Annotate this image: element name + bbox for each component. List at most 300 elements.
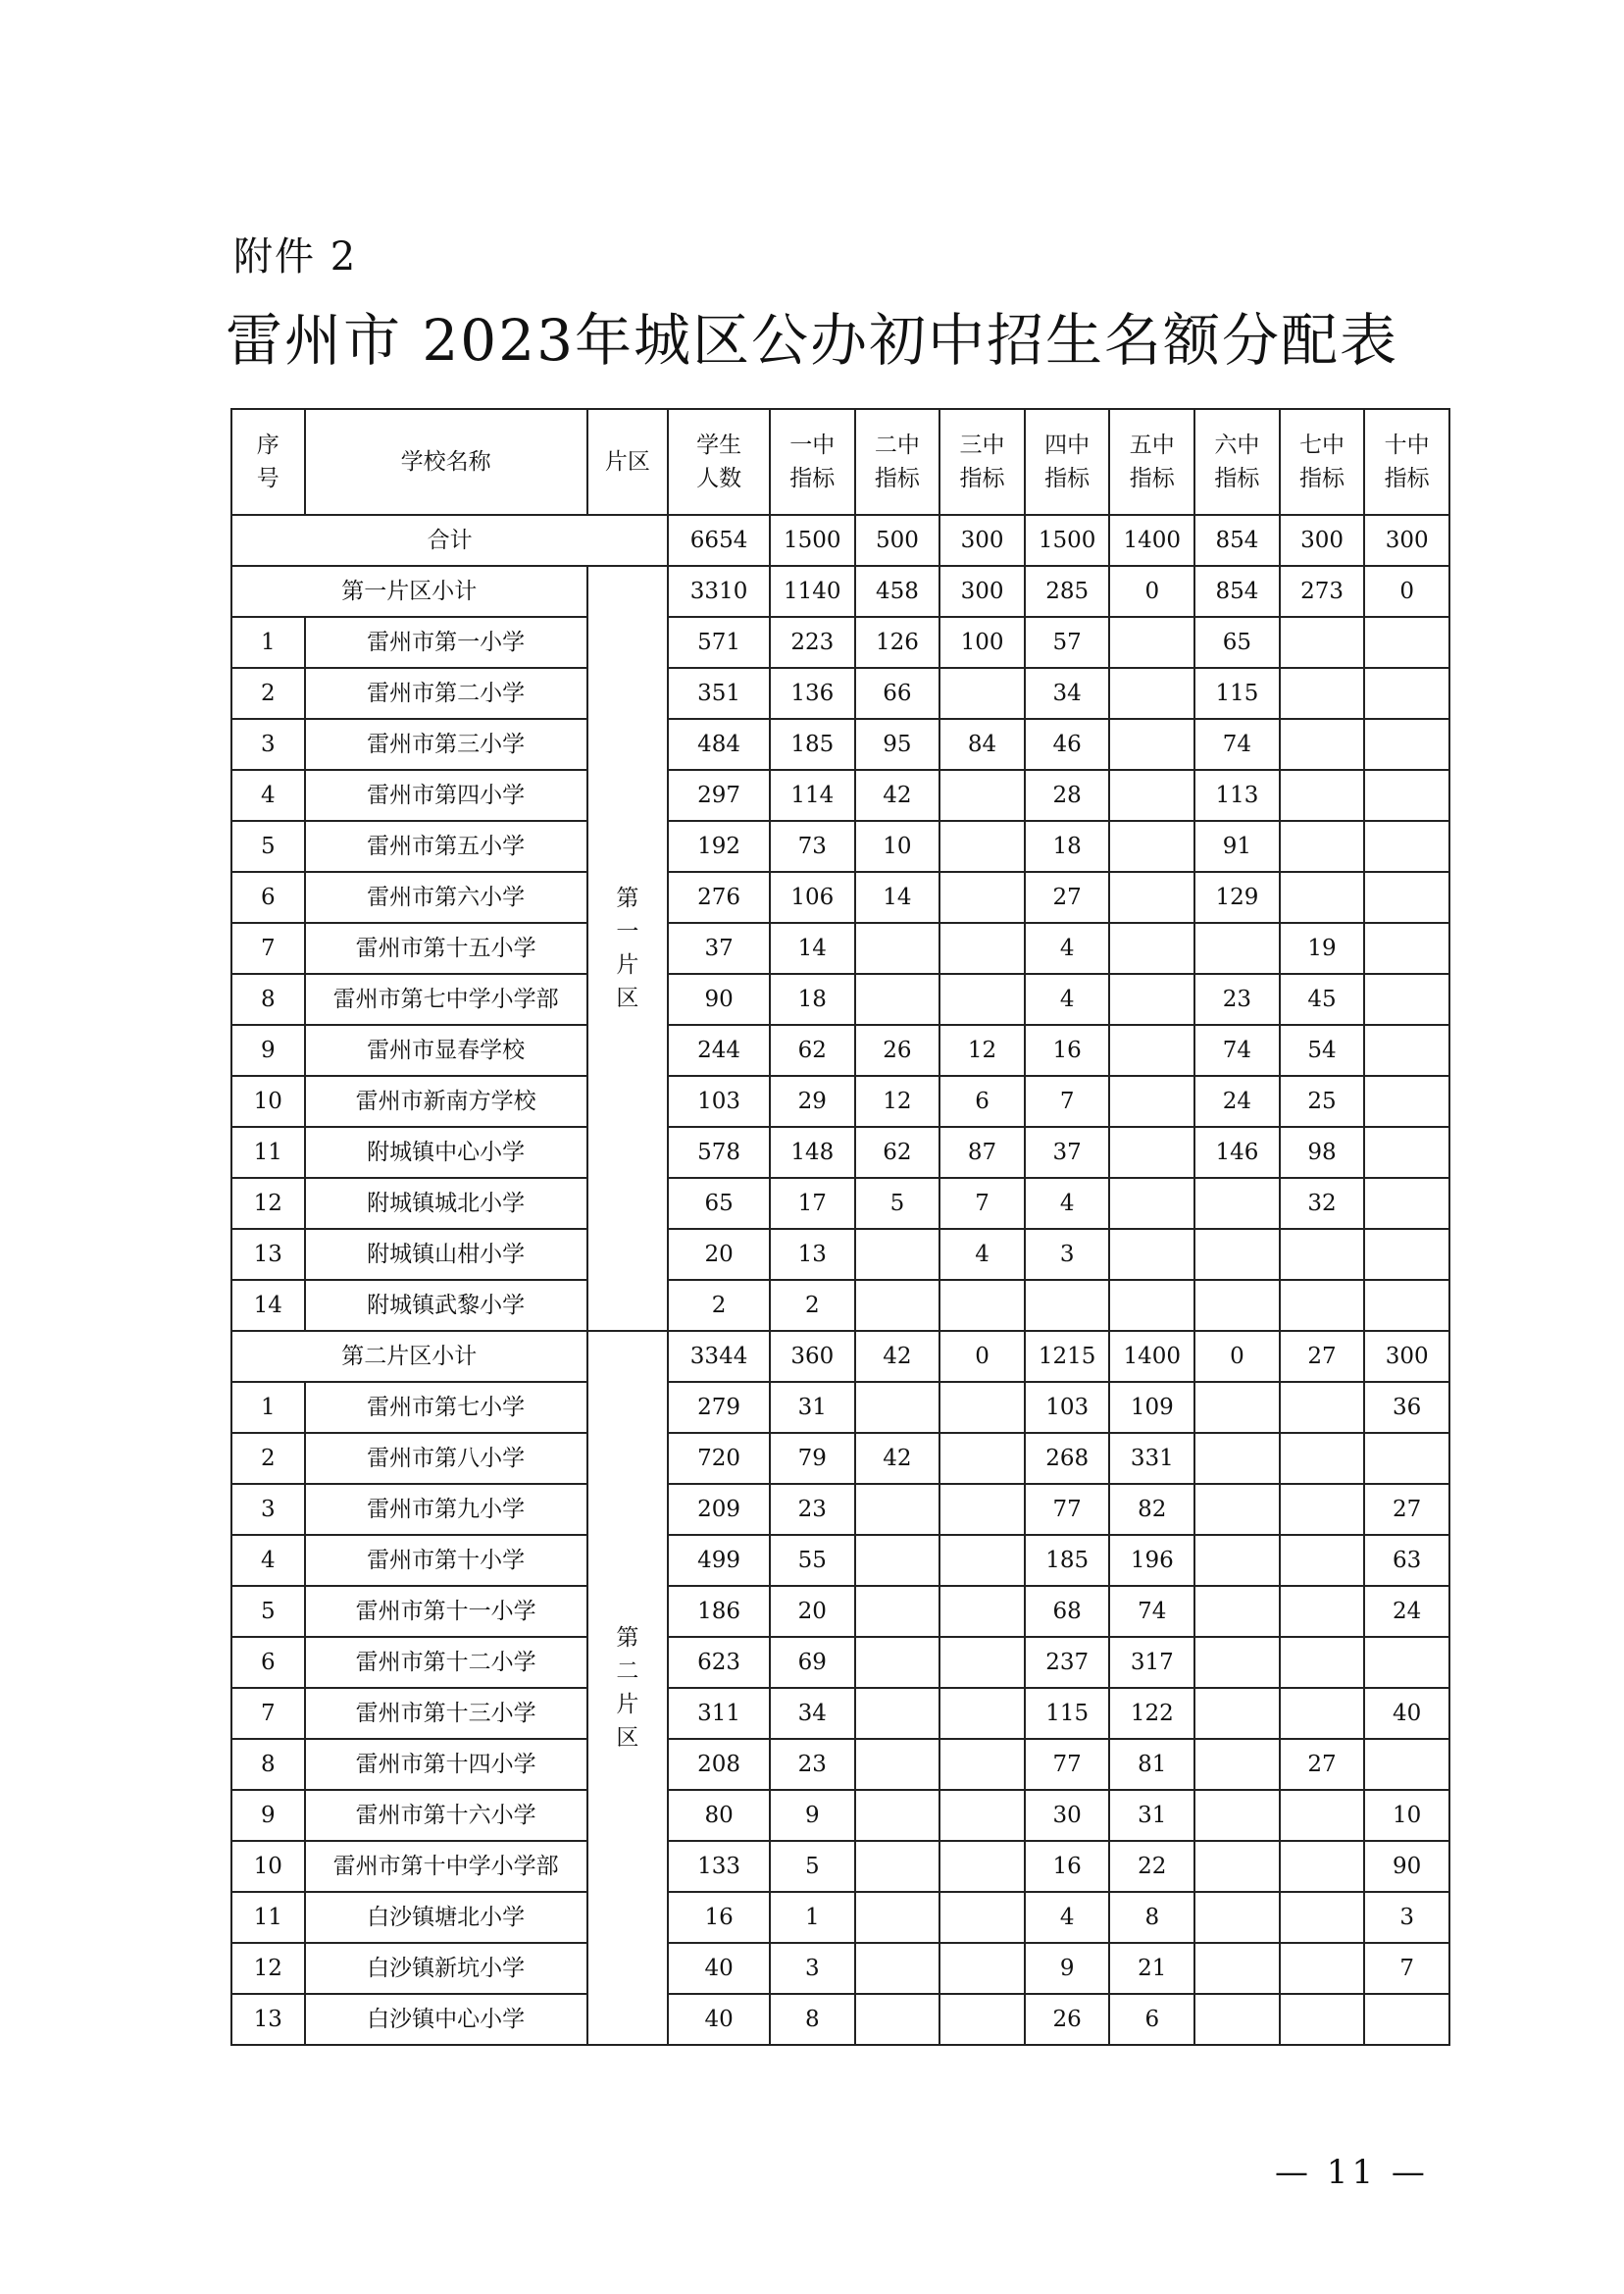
row-quota [855, 923, 940, 974]
row-quota [1109, 872, 1194, 923]
row-quota: 146 [1194, 1127, 1280, 1178]
row-quota [939, 974, 1025, 1025]
table-row [231, 1382, 1449, 1433]
row-quota: 185 [1025, 1535, 1110, 1586]
row-quota [1194, 1739, 1280, 1790]
row-quota: 7 [1364, 1943, 1449, 1994]
row-school-name: 雷州市第八小学 [305, 1433, 587, 1484]
header-seq-char: 号 [256, 466, 279, 491]
row-quota [939, 1739, 1025, 1790]
row-quota [855, 974, 940, 1025]
table-row [231, 1229, 1449, 1280]
row-school-name: 雷州市第六小学 [305, 872, 587, 923]
row-quota: 12 [855, 1076, 940, 1127]
row-quota [1364, 617, 1449, 668]
zone-label-char: 区 [616, 986, 639, 1011]
row-quota: 122 [1109, 1688, 1194, 1739]
row-quota: 90 [1364, 1841, 1449, 1892]
row-school-name: 雷州市第九小学 [305, 1484, 587, 1535]
row-seq: 11 [231, 1127, 305, 1178]
table-row [231, 821, 1449, 872]
row-seq: 8 [231, 1739, 305, 1790]
header-quota-line: 指标 [789, 466, 836, 491]
row-quota [1194, 923, 1280, 974]
row-quota: 148 [770, 1127, 855, 1178]
row-quota: 81 [1109, 1739, 1194, 1790]
header-quota-line: 二中 [874, 433, 920, 458]
row-quota [1280, 668, 1365, 719]
row-quota [1280, 719, 1365, 770]
row-quota: 26 [855, 1025, 940, 1076]
table-row [231, 1025, 1449, 1076]
row-quota [1364, 719, 1449, 770]
row-quota: 28 [1025, 770, 1110, 821]
table-row [231, 668, 1449, 719]
row-quota: 34 [1025, 668, 1110, 719]
row-quota [1364, 1025, 1449, 1076]
row-students: 209 [668, 1484, 770, 1535]
row-quota [1109, 1280, 1194, 1331]
table-row [231, 923, 1449, 974]
row-quota [1194, 1892, 1280, 1943]
row-quota: 23 [770, 1484, 855, 1535]
row-quota: 62 [770, 1025, 855, 1076]
row-school-name: 雷州市第七小学 [305, 1382, 587, 1433]
row-seq: 6 [231, 872, 305, 923]
row-quota: 136 [770, 668, 855, 719]
row-quota: 2 [770, 1280, 855, 1331]
row-quota: 57 [1025, 617, 1110, 668]
header-students-line: 学生 [696, 433, 742, 458]
row-quota [1194, 1994, 1280, 2045]
row-school-name: 雷州市第三小学 [305, 719, 587, 770]
row-students: 186 [668, 1586, 770, 1637]
row-seq: 6 [231, 1637, 305, 1688]
row-quota [939, 1943, 1025, 1994]
row-school-name: 白沙镇中心小学 [305, 1994, 587, 2045]
header-students-line: 人数 [696, 466, 742, 491]
table-row [231, 1943, 1449, 1994]
header-quota-line: 指标 [959, 466, 1005, 491]
row-quota: 36 [1364, 1382, 1449, 1433]
row-students: 80 [668, 1790, 770, 1841]
row-quota [1280, 1841, 1365, 1892]
row-quota [1364, 668, 1449, 719]
total-quota: 300 [939, 515, 1025, 566]
row-quota: 9 [770, 1790, 855, 1841]
row-quota [1364, 1433, 1449, 1484]
row-quota: 8 [1109, 1892, 1194, 1943]
row-quota [1364, 974, 1449, 1025]
row-quota: 9 [1025, 1943, 1110, 1994]
row-quota: 14 [770, 923, 855, 974]
row-quota: 65 [1194, 617, 1280, 668]
header-quota [855, 409, 940, 515]
row-seq: 14 [231, 1280, 305, 1331]
row-quota [939, 1892, 1025, 1943]
row-quota: 55 [770, 1535, 855, 1586]
header-quota-line: 指标 [1214, 466, 1260, 491]
zone-label-char: 第 [616, 886, 639, 911]
row-quota: 74 [1109, 1586, 1194, 1637]
header-quota [1280, 409, 1365, 515]
page-number: — 11 — [1275, 2153, 1429, 2192]
row-students: 623 [668, 1637, 770, 1688]
row-school-name: 雷州市第二小学 [305, 668, 587, 719]
row-quota [855, 1994, 940, 2045]
row-quota [855, 1892, 940, 1943]
zone-label-char: 片 [616, 952, 639, 978]
subtotal-quota: 273 [1280, 566, 1365, 617]
subtotal-quota: 0 [939, 1331, 1025, 1382]
row-quota: 5 [770, 1841, 855, 1892]
subtotal-quota: 300 [939, 566, 1025, 617]
row-quota [1109, 1076, 1194, 1127]
row-students: 133 [668, 1841, 770, 1892]
row-quota [1280, 1790, 1365, 1841]
row-school-name: 雷州市第十六小学 [305, 1790, 587, 1841]
row-seq: 5 [231, 1586, 305, 1637]
row-seq: 4 [231, 770, 305, 821]
row-quota: 23 [770, 1739, 855, 1790]
subtotal-quota: 854 [1194, 566, 1280, 617]
row-quota [1194, 1586, 1280, 1637]
row-quota: 63 [1364, 1535, 1449, 1586]
row-students: 90 [668, 974, 770, 1025]
row-quota: 16 [1025, 1841, 1110, 1892]
header-students [668, 409, 770, 515]
row-quota: 42 [855, 1433, 940, 1484]
subtotal-quota: 42 [855, 1331, 940, 1382]
row-quota: 87 [939, 1127, 1025, 1178]
row-students: 192 [668, 821, 770, 872]
table-row [231, 1076, 1449, 1127]
table-row [231, 1994, 1449, 2045]
row-school-name: 雷州市第五小学 [305, 821, 587, 872]
header-quota-line: 指标 [1384, 466, 1430, 491]
row-quota: 77 [1025, 1484, 1110, 1535]
header-seq [231, 409, 305, 515]
row-school-name: 雷州市第十四小学 [305, 1739, 587, 1790]
row-quota [1280, 1637, 1365, 1688]
row-quota [1280, 1943, 1365, 1994]
row-quota: 13 [770, 1229, 855, 1280]
row-quota: 100 [939, 617, 1025, 668]
table-row [231, 1535, 1449, 1586]
subtotal-quota: 1400 [1109, 1331, 1194, 1382]
row-quota [939, 872, 1025, 923]
header-quota-line: 三中 [959, 433, 1005, 458]
row-quota [1109, 617, 1194, 668]
row-quota [1194, 1229, 1280, 1280]
row-quota [1194, 1433, 1280, 1484]
subtotal-students: 3310 [668, 566, 770, 617]
table-row [231, 974, 1449, 1025]
row-seq: 8 [231, 974, 305, 1025]
row-quota: 42 [855, 770, 940, 821]
row-school-name: 雷州市第十小学 [305, 1535, 587, 1586]
row-seq: 11 [231, 1892, 305, 1943]
header-quota-line: 指标 [1129, 466, 1175, 491]
row-seq: 3 [231, 719, 305, 770]
row-students: 16 [668, 1892, 770, 1943]
row-quota [855, 1280, 940, 1331]
row-quota [1280, 617, 1365, 668]
row-students: 578 [668, 1127, 770, 1178]
row-seq: 9 [231, 1025, 305, 1076]
row-quota: 4 [1025, 974, 1110, 1025]
row-quota [939, 770, 1025, 821]
header-quota-line: 五中 [1129, 433, 1175, 458]
row-quota [855, 1637, 940, 1688]
zone-label-char: 片 [616, 1692, 639, 1717]
row-quota [939, 923, 1025, 974]
row-quota [1109, 1127, 1194, 1178]
zone-label-cell [587, 566, 669, 1331]
row-quota [1194, 1841, 1280, 1892]
row-quota [1280, 1382, 1365, 1433]
row-quota: 68 [1025, 1586, 1110, 1637]
row-quota: 7 [1025, 1076, 1110, 1127]
row-quota [855, 1382, 940, 1433]
row-quota: 114 [770, 770, 855, 821]
row-quota: 69 [770, 1637, 855, 1688]
row-quota [1280, 1688, 1365, 1739]
zone-label-char: 一 [616, 919, 639, 944]
row-quota [1280, 1994, 1365, 2045]
row-quota [1364, 821, 1449, 872]
row-students: 351 [668, 668, 770, 719]
table-row [231, 1790, 1449, 1841]
total-quota: 500 [855, 515, 940, 566]
row-quota [1194, 1943, 1280, 1994]
total-row [231, 515, 1449, 566]
row-quota: 10 [1364, 1790, 1449, 1841]
header-quota-line: 四中 [1044, 433, 1091, 458]
row-quota [1109, 1025, 1194, 1076]
row-school-name: 雷州市显春学校 [305, 1025, 587, 1076]
row-quota: 26 [1025, 1994, 1110, 2045]
row-students: 20 [668, 1229, 770, 1280]
row-quota [939, 1535, 1025, 1586]
total-quota: 300 [1280, 515, 1365, 566]
row-quota [1194, 1688, 1280, 1739]
row-school-name: 附城镇城北小学 [305, 1178, 587, 1229]
row-students: 37 [668, 923, 770, 974]
row-students: 208 [668, 1739, 770, 1790]
row-students: 2 [668, 1280, 770, 1331]
row-school-name: 附城镇中心小学 [305, 1127, 587, 1178]
row-students: 311 [668, 1688, 770, 1739]
row-quota: 6 [1109, 1994, 1194, 2045]
row-seq: 12 [231, 1943, 305, 1994]
subtotal-quota: 1140 [770, 566, 855, 617]
total-students: 6654 [668, 515, 770, 566]
row-quota [1194, 1790, 1280, 1841]
header-quota [1025, 409, 1110, 515]
total-quota: 1400 [1109, 515, 1194, 566]
row-students: 571 [668, 617, 770, 668]
row-quota: 77 [1025, 1739, 1110, 1790]
row-quota [1280, 1484, 1365, 1535]
row-seq: 1 [231, 617, 305, 668]
row-school-name: 白沙镇塘北小学 [305, 1892, 587, 1943]
row-quota: 16 [1025, 1025, 1110, 1076]
row-seq: 13 [231, 1994, 305, 2045]
subtotal-quota: 1215 [1025, 1331, 1110, 1382]
row-students: 484 [668, 719, 770, 770]
row-school-name: 白沙镇新坑小学 [305, 1943, 587, 1994]
table-row [231, 719, 1449, 770]
table-row [231, 1178, 1449, 1229]
zone-label-char: 第 [616, 1625, 639, 1651]
table-row [231, 1127, 1449, 1178]
row-quota [1280, 1586, 1365, 1637]
header-row [231, 409, 1449, 515]
zone-label-cell [587, 1331, 669, 2045]
row-quota: 95 [855, 719, 940, 770]
row-quota: 34 [770, 1688, 855, 1739]
header-quota-line: 一中 [789, 433, 836, 458]
row-school-name: 雷州市第十中学小学部 [305, 1841, 587, 1892]
row-quota: 4 [939, 1229, 1025, 1280]
row-quota [1364, 1280, 1449, 1331]
row-students: 499 [668, 1535, 770, 1586]
row-quota [1109, 1229, 1194, 1280]
row-seq: 10 [231, 1076, 305, 1127]
row-quota: 115 [1025, 1688, 1110, 1739]
row-quota: 66 [855, 668, 940, 719]
row-quota [1109, 1178, 1194, 1229]
row-quota: 103 [1025, 1382, 1110, 1433]
row-school-name: 雷州市第一小学 [305, 617, 587, 668]
row-quota: 29 [770, 1076, 855, 1127]
row-quota: 17 [770, 1178, 855, 1229]
row-quota [855, 1535, 940, 1586]
row-seq: 7 [231, 923, 305, 974]
row-quota [1364, 1229, 1449, 1280]
header-quota-line: 六中 [1214, 433, 1260, 458]
row-quota: 7 [939, 1178, 1025, 1229]
subtotal-quota: 300 [1364, 1331, 1449, 1382]
total-quota: 854 [1194, 515, 1280, 566]
table-row [231, 770, 1449, 821]
subtotal-quota: 285 [1025, 566, 1110, 617]
table-row [231, 1484, 1449, 1535]
header-zone: 片区 [587, 409, 669, 515]
row-quota [939, 1688, 1025, 1739]
row-quota [855, 1688, 940, 1739]
row-quota [1025, 1280, 1110, 1331]
row-quota [939, 1994, 1025, 2045]
row-seq: 10 [231, 1841, 305, 1892]
row-quota [1364, 1637, 1449, 1688]
subtotal-row [231, 566, 1449, 617]
row-seq: 7 [231, 1688, 305, 1739]
row-quota [1280, 1229, 1365, 1280]
row-quota [939, 1637, 1025, 1688]
row-quota [1364, 1076, 1449, 1127]
row-quota [939, 1382, 1025, 1433]
total-quota: 1500 [1025, 515, 1110, 566]
row-quota: 24 [1194, 1076, 1280, 1127]
row-quota: 37 [1025, 1127, 1110, 1178]
row-seq: 12 [231, 1178, 305, 1229]
row-quota: 4 [1025, 1892, 1110, 1943]
total-label: 合计 [231, 515, 668, 566]
row-quota [855, 1586, 940, 1637]
subtotal-students: 3344 [668, 1331, 770, 1382]
row-quota [1194, 1535, 1280, 1586]
table-row [231, 617, 1449, 668]
row-quota: 18 [1025, 821, 1110, 872]
table-row [231, 1892, 1449, 1943]
row-quota [1364, 1178, 1449, 1229]
row-quota: 4 [1025, 923, 1110, 974]
row-students: 297 [668, 770, 770, 821]
row-quota: 62 [855, 1127, 940, 1178]
row-quota [1364, 1739, 1449, 1790]
table-row [231, 872, 1449, 923]
row-seq: 2 [231, 1433, 305, 1484]
subtotal-label: 第一片区小计 [231, 566, 587, 617]
row-quota: 3 [770, 1943, 855, 1994]
header-quota [1194, 409, 1280, 515]
header-quota [1364, 409, 1449, 515]
row-quota [855, 1841, 940, 1892]
row-seq: 9 [231, 1790, 305, 1841]
row-quota: 3 [1364, 1892, 1449, 1943]
row-school-name: 雷州市第十三小学 [305, 1688, 587, 1739]
row-seq: 2 [231, 668, 305, 719]
table-row [231, 1637, 1449, 1688]
row-quota [1280, 1535, 1365, 1586]
row-quota: 6 [939, 1076, 1025, 1127]
row-quota: 18 [770, 974, 855, 1025]
row-quota [1109, 719, 1194, 770]
total-quota: 1500 [770, 515, 855, 566]
row-quota: 24 [1364, 1586, 1449, 1637]
row-quota [939, 821, 1025, 872]
row-quota [1109, 821, 1194, 872]
subtotal-quota: 0 [1109, 566, 1194, 617]
row-quota: 14 [855, 872, 940, 923]
subtotal-quota: 360 [770, 1331, 855, 1382]
row-quota: 73 [770, 821, 855, 872]
row-quota: 25 [1280, 1076, 1365, 1127]
row-school-name: 附城镇山柑小学 [305, 1229, 587, 1280]
row-quota: 223 [770, 617, 855, 668]
row-quota: 32 [1280, 1178, 1365, 1229]
row-quota [1364, 1127, 1449, 1178]
row-quota [1109, 923, 1194, 974]
row-quota [939, 1280, 1025, 1331]
row-quota [855, 1229, 940, 1280]
row-quota [1364, 872, 1449, 923]
header-quota-line: 指标 [874, 466, 920, 491]
row-students: 244 [668, 1025, 770, 1076]
row-quota: 1 [770, 1892, 855, 1943]
table-row [231, 1688, 1449, 1739]
row-quota: 91 [1194, 821, 1280, 872]
header-quota-line: 十中 [1384, 433, 1430, 458]
subtotal-quota: 0 [1194, 1331, 1280, 1382]
row-quota: 126 [855, 617, 940, 668]
page-title: 雷州市 2023年城区公办初中招生名额分配表 [225, 307, 1399, 374]
row-quota: 109 [1109, 1382, 1194, 1433]
subtotal-quota: 0 [1364, 566, 1449, 617]
row-school-name: 雷州市第七中学小学部 [305, 974, 587, 1025]
